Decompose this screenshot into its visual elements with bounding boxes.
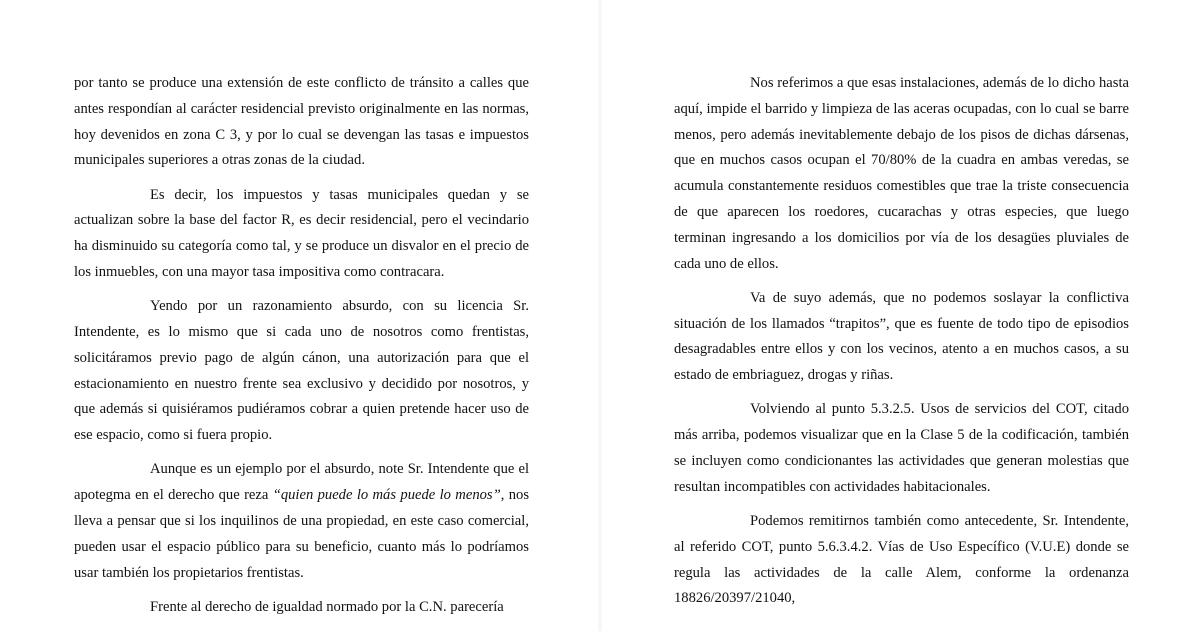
right-page-text-column — [674, 71, 1129, 621]
right-page — [602, 0, 1200, 631]
paragraph-text: , nos lleva a pensar que si los inquilinos de una propiedad, en este caso comercial, pueden usar el espacio público para su beneficio, cuanto más lo podríamos usar también los propietarios frentistas. — [74, 487, 529, 581]
paragraph-with-quote — [74, 457, 529, 586]
paragraph: por tanto se produce una extensión de este conflicto de tránsito a calles que antes respondían al carácter residencial previsto originalmente en las normas, hoy devenidos en zona C 3, y por lo cual se devengan las tasas e impuestos municipales superiores a otras zonas de la ciudad. — [74, 75, 529, 169]
legal-maxim-quote: “quien puede lo más puede lo menos” — [272, 487, 501, 504]
paragraph-text: Aunque es un ejemplo por el absurdo, note Sr. Intendente que el apotegma en el derecho que reza — [74, 461, 529, 504]
paragraph: Yendo por un razonamiento absurdo, con su licencia Sr. Intendente, es lo mismo que si cada uno de nosotros como frentistas, solicitáramos previo pago de algún cánon, una autorización para que el estacionamiento en nuestro frente sea exclusivo y decidido por nosotros, y que además si quisiéramos pudiéramos cobrar a quien pretende hacer uso de ese espacio, como si fuera propio. — [74, 298, 529, 444]
left-page — [0, 0, 598, 631]
paragraph: Podemos remitirnos también como antecedente, Sr. Intendente, al referido COT, punto 5.6.3.4.2. Vías de Uso Específico (V.U.E) donde se regula las actividades de la calle Alem, conforme la ordenanza 18826/20397/21040, — [674, 512, 1129, 607]
paragraph: Va de suyo además, que no podemos soslayar la conflictiva situación de los llamados “trapitos”, que es fuente de todo tipo de episodios desagradables entre ellos y con los vecinos, atento a en muchos casos, a su estado de embriaguez, drogas y riñas. — [674, 289, 1129, 384]
left-page-text-column — [74, 71, 529, 629]
paragraph: Volviendo al punto 5.3.2.5. Usos de servicios del COT, citado más arriba, podemos visualizar que en la Clase 5 de la codificación, también se incluyen como condicionantes las actividades que generan molestias que resultan incompatibles con actividades habitacionales. — [674, 401, 1129, 495]
paragraph: Es decir, los impuestos y tasas municipales quedan y se actualizan sobre la base del factor R, es decir residencial, pero el vecindario ha disminuido su categoría como tal, y se produce un disvalor en el precio de los inmuebles, con una mayor tasa impositiva como contracara. — [74, 186, 529, 280]
paragraph: Frente al derecho de igualdad normado por la C.N. parecería — [150, 598, 504, 615]
paragraph: Nos referimos a que esas instalaciones, además de lo dicho hasta aquí, impide el barrido y limpieza de las aceras ocupadas, con lo cual se barre menos, pero además inevitablemente debajo de los pisos de dichas dársenas, que en muchos casos ocupan el 70/80% de la cuadra en ambas veredas, se acumula constantemente residuos comestibles que trae la triste consecuencia de que aparecen los roedores, cucarachas y otras especies, que luego terminan ingresando a los domicilios por vía de los desagües pluviales de cada uno de ellos. — [674, 75, 1129, 272]
